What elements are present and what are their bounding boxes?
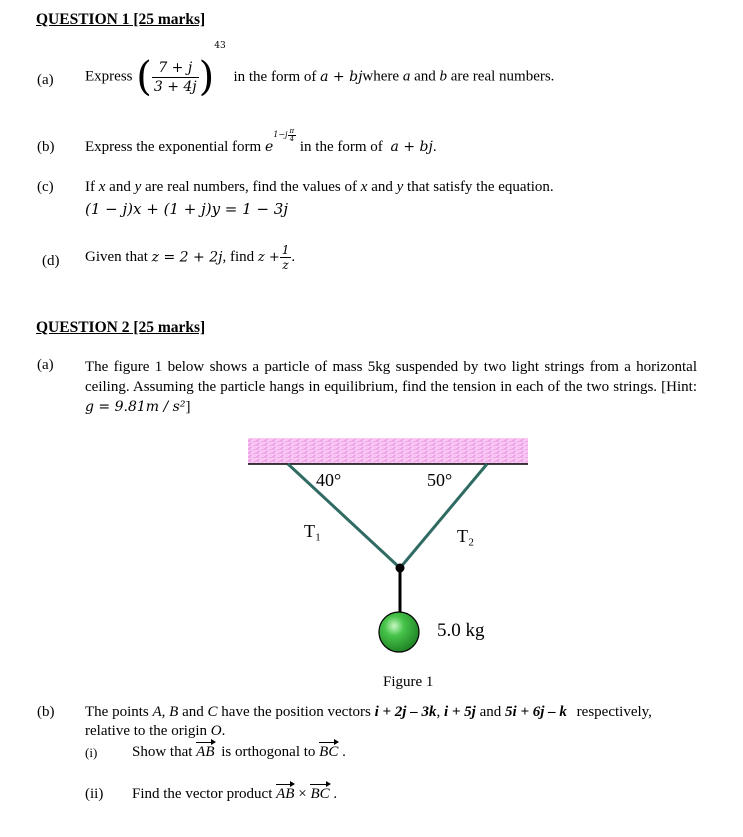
q1b-suffix: in the form of (299, 139, 383, 155)
q2a-hint-formula: g = 9.81m / s² (85, 399, 186, 415)
q2b-i-vector-bc: BC (319, 744, 339, 760)
q1b-base: e (264, 139, 274, 155)
q2b-sep-3: , (436, 704, 441, 720)
q1d-expr-lead: z + (257, 250, 280, 265)
q1c-var-y: y (134, 179, 142, 195)
q2b-sep-2: and (182, 704, 204, 720)
q1a-var-a: a (402, 68, 411, 85)
q2b-i-end: . (342, 744, 346, 760)
question-1-heading: QUESTION 1 [25 marks] (36, 11, 206, 28)
q1a-form: a + bj (320, 69, 363, 85)
q1a-open-paren: ( (136, 54, 152, 100)
q1d-middle: , find (222, 249, 255, 265)
mass-ball (379, 612, 419, 652)
q1d-given: z = 2 + 2j (151, 249, 223, 266)
q1c-equation: (1 − j)x + (1 + j)y = 1 − 3j (85, 200, 288, 218)
q1c-text-if: If (85, 179, 95, 195)
q1c-text-and: and (109, 179, 131, 195)
q1a-prefix: Express (85, 68, 133, 85)
angle-right-label: 50° (427, 470, 453, 490)
q2b-sep-4: and (479, 704, 502, 720)
q1a-suffix-4: are real numbers. (450, 68, 555, 85)
q2b-origin: O (210, 723, 222, 739)
q2a-hint-end: ] (185, 399, 191, 415)
q1a-label: (a) (37, 72, 54, 88)
q1d-label: (d) (42, 253, 60, 269)
q2b-ii-label: (ii) (85, 786, 104, 802)
q1d-end: . (291, 249, 296, 265)
q1b-label: (b) (37, 139, 55, 155)
q2b-text-end: . (221, 723, 226, 739)
figure-caption: Figure 1 (383, 674, 434, 690)
q1c-text-find: are real numbers, find the values of (145, 179, 358, 195)
string-left (288, 464, 400, 568)
q1b-form: a + bj (390, 139, 433, 155)
q2b-ii-prefix: Find the vector product (132, 786, 273, 802)
q1d-prefix: Given that (85, 249, 148, 265)
q1a-power: 43 (214, 41, 226, 51)
q2b-i-middle: is orthogonal to (221, 744, 316, 760)
q2b-ii-times: × (298, 786, 307, 802)
question-2-heading: QUESTION 2 [25 marks] (36, 319, 206, 336)
q1c-text-satisfy: that satisfy the equation. (407, 179, 554, 195)
q1c-var-y2: y (396, 179, 404, 195)
mass-label: 5.0 kg (437, 620, 485, 641)
q1a-var-b: b (439, 68, 447, 85)
q1a-close-paren: ) (198, 54, 215, 100)
q2b-ii-end: . (333, 786, 338, 802)
q2b-text-points: The points (85, 704, 149, 720)
q1a-suffix-3: and (414, 68, 436, 85)
ceiling (248, 438, 528, 464)
q2b-i-vector-ab: AB (196, 744, 215, 760)
q2b-ii-vector-ab: AB (276, 786, 295, 802)
tension-right-label: T₂ (457, 526, 475, 546)
q1b-prefix: Express the exponential form (85, 139, 262, 155)
q1c-var-x2: x (360, 179, 368, 195)
q2b-vector-2: i + 5j (443, 704, 476, 720)
knot (396, 564, 405, 573)
q2b-text-vectors: have the position vectors (221, 704, 371, 720)
q2b-sep-1: , (161, 704, 166, 720)
q1c-text-and2: and (371, 179, 393, 195)
q2b-point-b: B (169, 704, 179, 720)
q1d-frac-num: 1 (281, 243, 290, 257)
q1d-frac-den: z (282, 258, 289, 272)
q2b-i-label: (i) (85, 745, 98, 760)
q1a-denominator: 3 + 4j (153, 78, 197, 95)
q1b-exponent-lead: 1−j (273, 130, 288, 139)
q1a-numerator: 7 + j (152, 59, 199, 78)
q2b-point-c: C (207, 704, 218, 720)
q1b-end: . (432, 139, 437, 155)
tension-left-label: T₁ (304, 521, 322, 541)
q2b-line-2 (85, 723, 225, 740)
q2b-i-content (132, 744, 346, 761)
q2a-text: The figure 1 below shows a particle of mass 5kg suspended by two light strings from a horizontal ceiling. Assuming the particle hangs in equilibrium, find the tension in each of the two strings. [Hint: (85, 359, 697, 395)
q1c-label: (c) (37, 179, 54, 195)
q2b-point-a: A (152, 704, 162, 720)
q2b-ii-content (132, 786, 337, 803)
q2b-line-1 (85, 704, 652, 721)
q1a-suffix-2: where (362, 68, 400, 85)
q1a-suffix-1: in the form of (233, 68, 317, 85)
q2b-text-respectively: respectively, (576, 704, 652, 720)
q2b-ii-vector-bc: BC (310, 786, 330, 802)
q2b-text-relative: relative to the origin (85, 723, 208, 739)
q1b-exp-num: π (289, 126, 295, 135)
q2b-vector-3: 5i + 6j – k (505, 704, 567, 720)
angle-left-label: 40° (316, 470, 342, 490)
q1b-exp-den: 4 (289, 134, 295, 143)
q2b-label: (b) (37, 704, 55, 720)
q2b-i-prefix: Show that (132, 744, 193, 760)
q2b-vector-1: i + 2j – 3k (374, 704, 437, 720)
q2a-label: (a) (37, 357, 54, 373)
q1c-var-x: x (98, 179, 106, 195)
